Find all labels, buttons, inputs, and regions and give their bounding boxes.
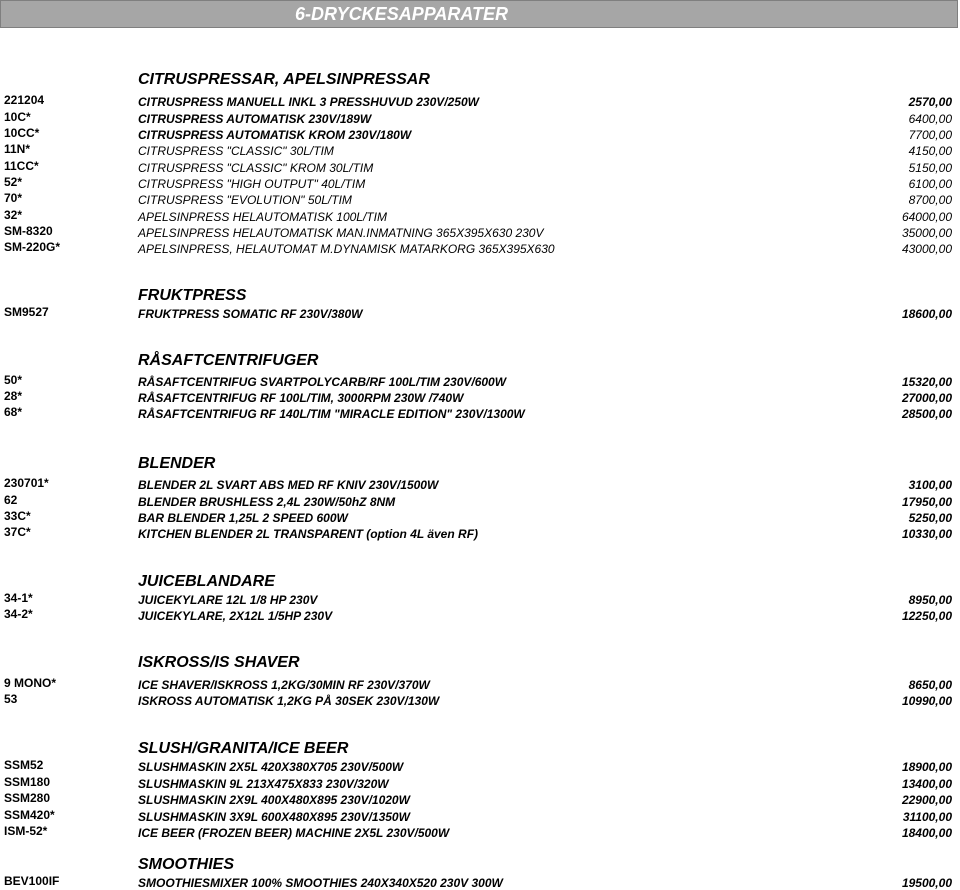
- list-item: [0, 305, 960, 321]
- article-price: 4150,00: [908, 144, 952, 158]
- list-item: [0, 126, 960, 142]
- article-price: 8950,00: [908, 593, 952, 607]
- article-code: 9 MONO*: [4, 676, 57, 690]
- section-title: SLUSH/GRANITA/ICE BEER: [138, 740, 349, 757]
- article-description: CITRUSPRESS MANUELL INKL 3 PRESSHUVUD 230V/250W: [138, 95, 479, 109]
- article-description: SLUSHMASKIN 9L 213X475X833 230V/320W: [138, 777, 389, 791]
- article-price: 3100,00: [908, 478, 952, 492]
- article-price: 17950,00: [901, 495, 952, 509]
- article-description: ICE SHAVER/ISKROSS 1,2KG/30MIN RF 230V/370W: [138, 678, 430, 692]
- article-code: 50*: [4, 373, 23, 387]
- article-description: CITRUSPRESS "HIGH OUTPUT" 40L/TIM: [138, 177, 366, 191]
- section-title: ISKROSS/IS SHAVER: [138, 654, 300, 671]
- article-description: RÅSAFTCENTRIFUG SVARTPOLYCARB/RF 100L/TIM 230V/600W: [138, 375, 507, 389]
- article-price: 6400,00: [908, 112, 952, 126]
- article-code: 52*: [4, 175, 23, 189]
- list-item: [0, 775, 960, 791]
- article-description: CITRUSPRESS "EVOLUTION" 50L/TIM: [138, 193, 352, 207]
- list-item: [0, 758, 960, 774]
- article-price: 18600,00: [901, 307, 952, 321]
- article-code: 221204: [4, 93, 45, 107]
- article-description: SLUSHMASKIN 3X9L 600X480X895 230V/1350W: [138, 810, 410, 824]
- article-code: 70*: [4, 191, 23, 205]
- article-price: 19500,00: [901, 876, 952, 890]
- article-description: BAR BLENDER 1,25L 2 SPEED 600W: [138, 511, 348, 525]
- article-price: 35000,00: [901, 226, 952, 240]
- article-code: SSM420*: [4, 808, 55, 822]
- article-price: 10330,00: [901, 527, 952, 541]
- article-description: CITRUSPRESS "CLASSIC" 30L/TIM: [138, 144, 334, 158]
- article-price: 31100,00: [902, 810, 952, 824]
- section-title: FRUKTPRESS: [138, 287, 247, 304]
- list-item: [0, 389, 960, 405]
- list-item: [0, 824, 960, 840]
- article-description: KITCHEN BLENDER 2L TRANSPARENT (option 4L även RF): [138, 527, 479, 541]
- article-code: SSM180: [4, 775, 51, 789]
- article-price: 5150,00: [908, 161, 952, 175]
- article-description: APELSINPRESS HELAUTOMATISK MAN.INMATNING 365X395X630 230V: [138, 226, 544, 240]
- section-title: JUICEBLANDARE: [138, 573, 275, 590]
- article-description: RÅSAFTCENTRIFUG RF 100L/TIM, 3000RPM 230W /740W: [138, 391, 464, 405]
- article-code: 34-2*: [4, 607, 33, 621]
- article-code: 62: [4, 493, 18, 507]
- list-item: [0, 159, 960, 175]
- article-price: 28500,00: [901, 407, 952, 421]
- list-item: [0, 208, 960, 224]
- section-title: SMOOTHIES: [138, 856, 235, 873]
- article-description: JUICEKYLARE 12L 1/8 HP 230V: [138, 593, 318, 607]
- page-title: 6-DRYCKESAPPARATER: [295, 4, 509, 24]
- list-item: [0, 405, 960, 421]
- article-price: 18900,00: [901, 760, 952, 774]
- article-description: RÅSAFTCENTRIFUG RF 140L/TIM "MIRACLE EDITION" 230V/1300W: [138, 407, 525, 421]
- article-price: 22900,00: [901, 793, 952, 807]
- article-price: 13400,00: [901, 777, 952, 791]
- article-description: SLUSHMASKIN 2X9L 400X480X895 230V/1020W: [138, 793, 410, 807]
- article-code: SM9527: [4, 305, 49, 319]
- article-code: 10CC*: [4, 126, 40, 140]
- article-code: BEV100IF: [4, 874, 60, 888]
- article-description: APELSINPRESS, HELAUTOMAT M.DYNAMISK MATARKORG 365X395X630: [138, 242, 555, 256]
- list-item: [0, 142, 960, 158]
- article-description: SLUSHMASKIN 2X5L 420X380X705 230V/500W: [138, 760, 404, 774]
- list-item: [0, 224, 960, 240]
- article-description: APELSINPRESS HELAUTOMATISK 100L/TIM: [138, 210, 387, 224]
- article-description: CITRUSPRESS AUTOMATISK KROM 230V/180W: [138, 128, 412, 142]
- article-code: SSM52: [4, 758, 44, 772]
- section-title: CITRUSPRESSAR, APELSINPRESSAR: [138, 71, 430, 88]
- article-price: 7700,00: [908, 128, 952, 142]
- list-item: [0, 110, 960, 126]
- article-price: 5250,00: [908, 511, 952, 525]
- list-item: [0, 240, 960, 256]
- article-code: 11N*: [4, 142, 31, 156]
- article-price: 27000,00: [901, 391, 952, 405]
- article-description: ISKROSS AUTOMATISK 1,2KG PÅ 30SEK 230V/130W: [138, 694, 440, 708]
- section-title: BLENDER: [138, 455, 216, 472]
- list-item: [0, 476, 960, 492]
- list-item: [0, 525, 960, 541]
- list-item: [0, 493, 960, 509]
- list-item: [0, 93, 960, 109]
- article-code: ISM-52*: [4, 824, 48, 838]
- article-description: JUICEKYLARE, 2X12L 1/5HP 230V: [138, 609, 333, 623]
- article-price: 18400,00: [901, 826, 952, 840]
- article-code: 34-1*: [4, 591, 33, 605]
- article-price: 64000,00: [901, 210, 952, 224]
- list-item: [0, 509, 960, 525]
- article-price: 12250,00: [901, 609, 952, 623]
- article-price: 2570,00: [908, 95, 952, 109]
- list-item: [0, 373, 960, 389]
- article-code: 37C*: [4, 525, 31, 539]
- article-description: BLENDER BRUSHLESS 2,4L 230W/50hZ 8NM: [138, 495, 396, 509]
- list-item: [0, 808, 960, 824]
- article-code: 33C*: [4, 509, 31, 523]
- article-code: 68*: [4, 405, 23, 419]
- article-description: ICE BEER (FROZEN BEER) MACHINE 2X5L 230V/500W: [138, 826, 450, 840]
- article-code: 10C*: [4, 110, 31, 124]
- article-code: SSM280: [4, 791, 51, 805]
- article-code: 32*: [4, 208, 23, 222]
- article-price: 43000,00: [901, 242, 952, 256]
- article-code: SM-8320: [4, 224, 53, 238]
- article-code: 11CC*: [4, 159, 39, 173]
- article-description: FRUKTPRESS SOMATIC RF 230V/380W: [138, 307, 363, 321]
- list-item: [0, 676, 960, 692]
- article-price: 15320,00: [901, 375, 952, 389]
- list-item: [0, 591, 960, 607]
- article-description: CITRUSPRESS "CLASSIC" KROM 30L/TIM: [138, 161, 374, 175]
- section-title: RÅSAFTCENTRIFUGER: [138, 352, 319, 369]
- article-price: 6100,00: [908, 177, 952, 191]
- article-description: CITRUSPRESS AUTOMATISK 230V/189W: [138, 112, 372, 126]
- article-code: 230701*: [4, 476, 49, 490]
- list-item: [0, 607, 960, 623]
- article-description: BLENDER 2L SVART ABS MED RF KNIV 230V/1500W: [138, 478, 439, 492]
- list-item: [0, 874, 960, 890]
- article-code: 28*: [4, 389, 23, 403]
- list-item: [0, 791, 960, 807]
- list-item: [0, 175, 960, 191]
- article-price: 8650,00: [908, 678, 952, 692]
- article-price: 8700,00: [908, 193, 952, 207]
- list-item: [0, 191, 960, 207]
- article-description: SMOOTHIESMIXER 100% SMOOTHIES 240X340X520 230V 300W: [138, 876, 503, 890]
- article-price: 10990,00: [901, 694, 952, 708]
- article-code: 53: [4, 692, 18, 706]
- article-code: SM-220G*: [4, 240, 61, 254]
- list-item: [0, 692, 960, 708]
